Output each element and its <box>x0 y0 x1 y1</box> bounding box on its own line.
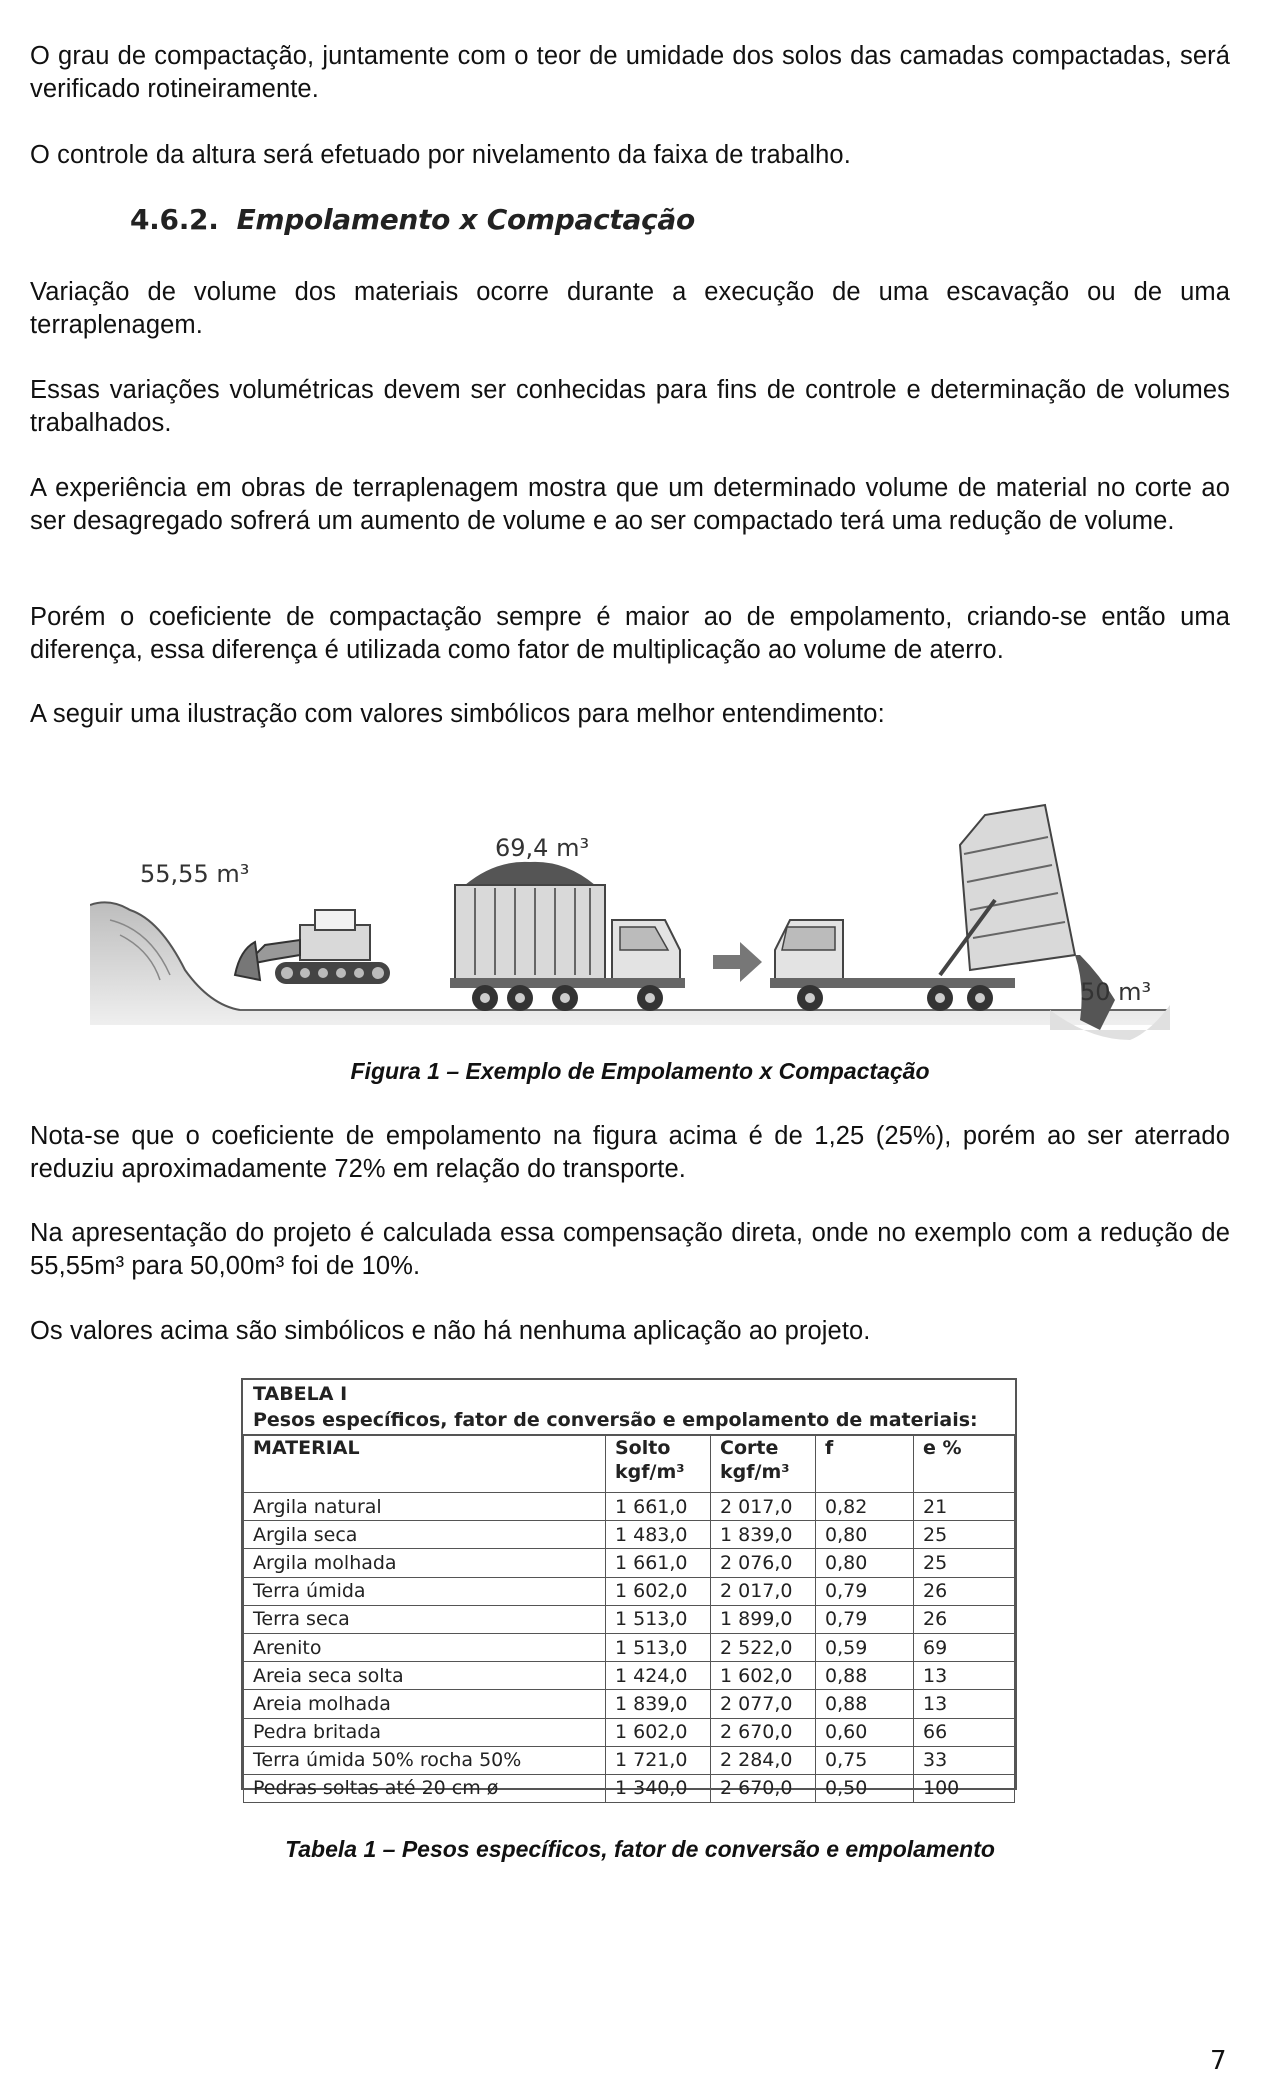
header-f: f <box>816 1436 914 1493</box>
paragraph-symbolic-values: Os valores acima são simbólicos e não há nenhuma aplicação ao projeto. <box>30 1317 871 1345</box>
cut-volume-label: 55,55 m³ <box>140 860 250 888</box>
table-cell: 1 661,0 <box>606 1549 711 1577</box>
table-subtitle: Pesos específicos, fator de conversão e empolamento de materiais: <box>243 1406 1015 1435</box>
table-cell: Argila molhada <box>244 1549 606 1577</box>
table-cell: Terra seca <box>244 1605 606 1633</box>
table-cell: 1 721,0 <box>606 1746 711 1774</box>
table-row <box>244 1521 1015 1549</box>
table-title: TABELA I <box>253 1383 348 1405</box>
truck-volume-label: 69,4 m³ <box>495 834 590 862</box>
table-cell: 1 839,0 <box>606 1690 711 1718</box>
bulldozer-icon <box>235 910 390 984</box>
table-cell: 1 839,0 <box>711 1521 816 1549</box>
table-cell: Areia seca solta <box>244 1662 606 1690</box>
figure-caption: Figura 1 – Exemplo de Empolamento x Compactação <box>350 1058 930 1084</box>
header-corte: Corte kgf/m³ <box>711 1436 816 1493</box>
table-cell: Areia molhada <box>244 1690 606 1718</box>
paragraph-note: Nota-se que o coeficiente de empolamento na figura acima é de 1,25 (25%), porém ao ser aterrado reduziu aproximadamente 72% em relação do transporte. <box>30 1122 1230 1183</box>
arrow-right-icon <box>713 942 762 982</box>
table-cell: 1 661,0 <box>606 1493 711 1521</box>
section-heading <box>130 203 695 236</box>
table-row <box>244 1605 1015 1633</box>
header-solto: Solto kgf/m³ <box>606 1436 711 1493</box>
table-cell: 2 077,0 <box>711 1690 816 1718</box>
table-cell: 1 899,0 <box>711 1605 816 1633</box>
table-cell: 0,75 <box>816 1746 914 1774</box>
paragraph-volumetric-variations: Essas variações volumétricas devem ser conhecidas para fins de controle e determinação de volumes trabalhados. <box>30 376 1230 437</box>
table-row <box>244 1549 1015 1577</box>
table-cell: 1 602,0 <box>606 1577 711 1605</box>
header-material: MATERIAL <box>244 1436 606 1493</box>
paragraph-illustration-intro: A seguir uma ilustração com valores simbólicos para melhor entendimento: <box>30 700 885 728</box>
table-cell: 1 424,0 <box>606 1662 711 1690</box>
table-cell: 25 <box>914 1521 1015 1549</box>
table-cell: 21 <box>914 1493 1015 1521</box>
paragraph-height-control: O controle da altura será efetuado por nivelamento da faixa de trabalho. <box>30 141 851 169</box>
table-cell: 13 <box>914 1662 1015 1690</box>
table-cell: 1 513,0 <box>606 1605 711 1633</box>
table-cell: 1 602,0 <box>606 1718 711 1746</box>
table-cell: 0,80 <box>816 1521 914 1549</box>
table-cell: 0,80 <box>816 1549 914 1577</box>
table-row <box>244 1633 1015 1661</box>
paragraph-experience: A experiência em obras de terraplenagem mostra que um determinado volume de material no corte ao ser desagregado sofrerá um aumento de volume e ao ser compactado terá uma redução de volume. <box>30 474 1230 535</box>
table-cell: 2 670,0 <box>711 1718 816 1746</box>
table-cell: 0,50 <box>816 1774 914 1802</box>
header-e-percent: e % <box>914 1436 1015 1493</box>
table-cell: 0,59 <box>816 1633 914 1661</box>
table-cell: 69 <box>914 1633 1015 1661</box>
table-cell: 2 017,0 <box>711 1493 816 1521</box>
table-cell: 0,79 <box>816 1605 914 1633</box>
table-cell: 2 017,0 <box>711 1577 816 1605</box>
table-row <box>244 1493 1015 1521</box>
table-cell: 1 602,0 <box>711 1662 816 1690</box>
table-cell: 0,60 <box>816 1718 914 1746</box>
loaded-truck-icon <box>450 862 685 1011</box>
paragraph-compaction-control: O grau de compactação, juntamente com o teor de umidade dos solos das camadas compactadas, será verificado rotineiramente. <box>30 42 1230 103</box>
table-cell: 0,79 <box>816 1577 914 1605</box>
section-title: Empolamento x Compactação <box>236 203 695 236</box>
table-cell: Arenito <box>244 1633 606 1661</box>
table-cell: 1 340,0 <box>606 1774 711 1802</box>
table-row <box>244 1718 1015 1746</box>
table-cell: 2 076,0 <box>711 1549 816 1577</box>
table-cell: Terra úmida <box>244 1577 606 1605</box>
table-cell: 100 <box>914 1774 1015 1802</box>
materials-table <box>241 1378 1017 1800</box>
table-cell: 25 <box>914 1549 1015 1577</box>
paragraph-volume-variation: Variação de volume dos materiais ocorre durante a execução de uma escavação ou de uma terraplenagem. <box>30 278 1230 339</box>
table-cell: 2 522,0 <box>711 1633 816 1661</box>
table-cell: 0,88 <box>816 1662 914 1690</box>
table-caption: Tabela 1 – Pesos específicos, fator de conversão e empolamento <box>285 1836 995 1862</box>
table-row <box>244 1577 1015 1605</box>
table-cell: Argila seca <box>244 1521 606 1549</box>
table-cell: Pedras soltas até 20 cm ø <box>244 1774 606 1802</box>
table-cell: 0,82 <box>816 1493 914 1521</box>
table-cell: 33 <box>914 1746 1015 1774</box>
table-row <box>244 1746 1015 1774</box>
paragraph-project-presentation: Na apresentação do projeto é calculada essa compensação direta, onde no exemplo com a redução de 55,55m³ para 50,00m³ foi de 10%. <box>30 1219 1230 1280</box>
materials-grid <box>243 1435 1015 1803</box>
table-row <box>244 1774 1015 1802</box>
paragraph-coefficient: Porém o coeficiente de compactação sempre é maior ao de empolamento, criando-se então uma diferença, essa diferença é utilizada como fator de multiplicação ao volume de aterro. <box>30 603 1230 664</box>
fill-volume-label: 50 m³ <box>1080 978 1152 1006</box>
table-cell: 26 <box>914 1577 1015 1605</box>
table-cell: 1 483,0 <box>606 1521 711 1549</box>
table-cell: 0,88 <box>816 1690 914 1718</box>
earthwork-illustration <box>90 770 1170 1070</box>
section-number: 4.6.2. <box>130 203 219 236</box>
table-cell: 66 <box>914 1718 1015 1746</box>
table-cell: 2 670,0 <box>711 1774 816 1802</box>
table-cell: 2 284,0 <box>711 1746 816 1774</box>
table-row <box>244 1690 1015 1718</box>
table-cell: 1 513,0 <box>606 1633 711 1661</box>
table-cell: 13 <box>914 1690 1015 1718</box>
table-cell: 26 <box>914 1605 1015 1633</box>
table-cell: Pedra britada <box>244 1718 606 1746</box>
table-cell: Argila natural <box>244 1493 606 1521</box>
table-row <box>244 1662 1015 1690</box>
dumping-truck-icon <box>770 805 1115 1030</box>
page-number: 7 <box>1210 2046 1227 2076</box>
table-cell: Terra úmida 50% rocha 50% <box>244 1746 606 1774</box>
